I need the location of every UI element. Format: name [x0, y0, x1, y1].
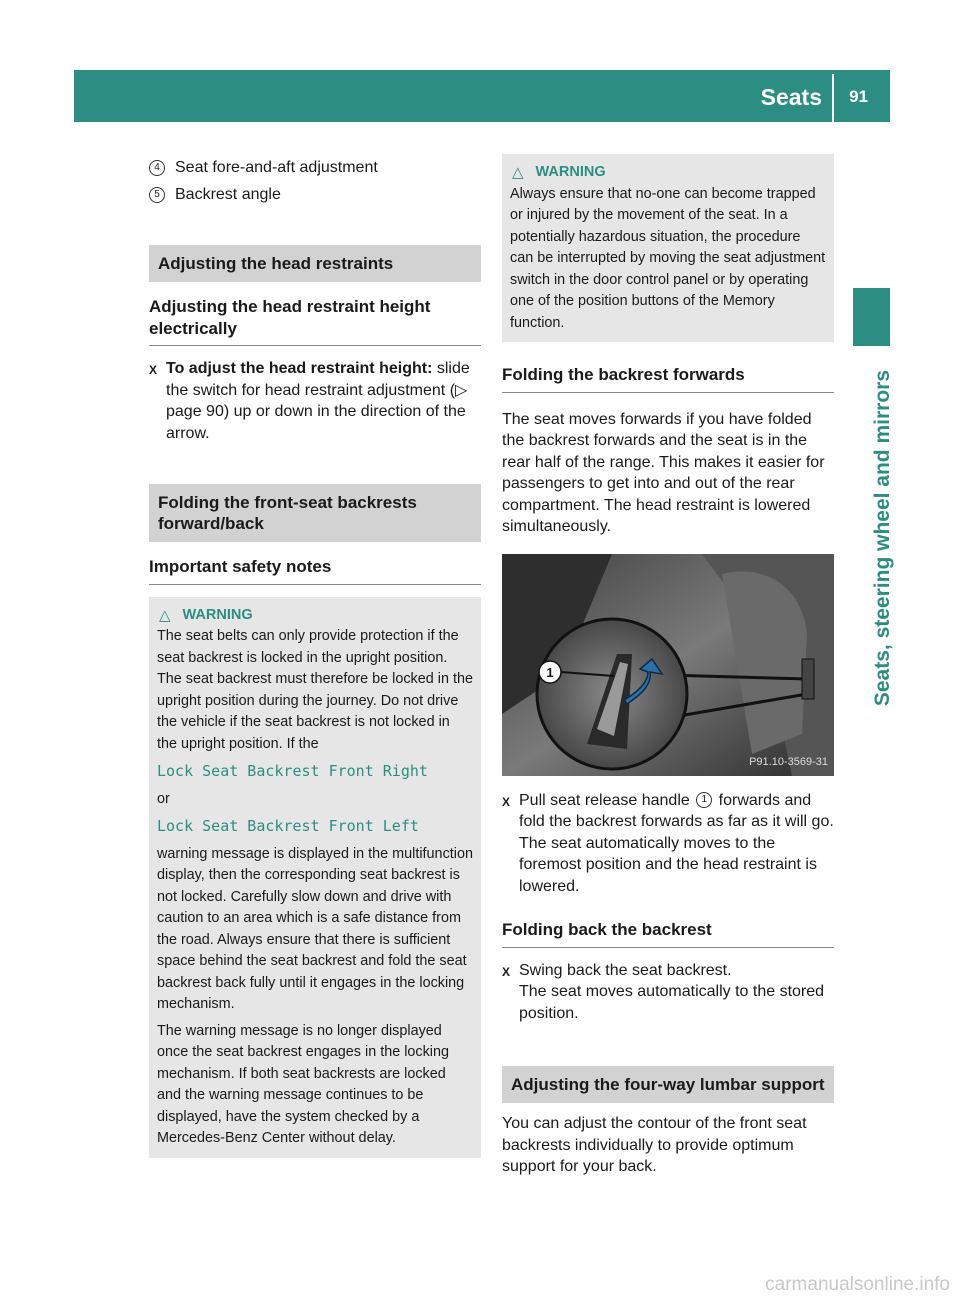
warning-box: [502, 154, 834, 342]
warning-text: Always ensure that no-one can become trapped or injured by the movement of the seat. In a potentially hazardous situation, the procedure can be interrupted by moving the seat adjustment switch in the door control panel or by operating one of the position buttons of the Memory function.: [510, 185, 826, 331]
site-watermark: carmanualsonline.info: [765, 1274, 950, 1295]
step-text: Swing back the seat backrest.: [519, 961, 732, 979]
subheading: Important safety notes: [149, 556, 481, 585]
display-message: Lock Seat Backrest Front Right: [157, 762, 428, 780]
step-text: Pull seat release handle: [519, 791, 695, 809]
warning-label: WARNING: [182, 606, 253, 623]
section-heading: Adjusting the four-way lumbar support: [502, 1066, 834, 1103]
legend-item: [149, 157, 481, 179]
callout-number-icon: 1: [696, 792, 712, 808]
warning-text: or: [157, 790, 170, 807]
section-heading: Folding the front-seat backrests forward/back: [149, 484, 481, 542]
legend-text: Seat fore-and-aft adjustment: [175, 159, 378, 176]
chapter-title: Seats: [760, 84, 822, 110]
step-arrow-icon: X: [502, 794, 511, 809]
callout-number-icon: 5: [149, 187, 165, 203]
seat-release-photo: [502, 554, 834, 776]
paragraph: You can adjust the contour of the front seat backrests individually to provide optimum support for your back.: [502, 1115, 807, 1175]
warning-label: WARNING: [535, 164, 606, 180]
step-result: The seat automatically moves to the foremost position and the head restraint is lowered.: [519, 834, 817, 895]
left-column: [149, 157, 481, 1158]
display-message: Lock Seat Backrest Front Left: [157, 817, 419, 835]
photo-callout-number: 1: [546, 664, 554, 680]
warning-text: The warning message is no longer displayed once the seat backrest engages in the locking mechanism. If both seat backrests are locked and the warning message continues to be displayed, have the system checked by a Mercedes-Benz Center without delay.: [157, 1022, 450, 1146]
side-tab: [853, 288, 890, 346]
instruction-step: [149, 358, 481, 444]
step-text: slide the switch for head restraint adjustment (▷ page 90) up or down in the direction of the arrow.: [166, 360, 470, 442]
warning-triangle-icon: △: [512, 164, 524, 181]
subheading: Folding back the backrest: [502, 919, 834, 948]
header-bar: [74, 70, 890, 122]
step-lead: To adjust the head restraint height:: [166, 360, 433, 377]
warning-text: The seat belts can only provide protection if the seat backrest is locked in the upright position. The seat backrest must therefore be locked in the upright position during the journey. Do not drive the vehicle if the seat backrest is not locked in the upright position. If the: [157, 628, 473, 752]
paragraph: The seat moves forwards if you have folded the backrest forwards and the seat is in the rear half of the range. This makes it easier for passengers to get into and out of the rear compartment. The head restraint is lowered simultaneously.: [502, 410, 825, 535]
header-divider: [832, 74, 834, 122]
warning-box: [149, 597, 481, 1158]
callout-number-icon: 4: [149, 160, 165, 176]
page-number: 91: [849, 87, 868, 106]
right-column: [502, 154, 834, 1178]
step-arrow-icon: X: [149, 363, 158, 377]
step-text: forwards and fold the backrest forwards as far as it will go.: [519, 791, 834, 830]
warning-title: [157, 605, 473, 627]
photo-code: P91.10-3569-31: [749, 756, 828, 768]
step-arrow-icon: X: [502, 964, 511, 979]
subheading: Folding the backrest forwards: [502, 364, 834, 393]
instruction-step: [502, 790, 834, 898]
legend-text: Backrest angle: [175, 185, 281, 203]
warning-triangle-icon: △: [159, 606, 171, 624]
warning-text: warning message is displayed in the multifunction display, then the corresponding seat backrest is not locked. Carefully slow down and drive with caution to an area which is a safe distance from the road. Always ensure that there is sufficient space behind the seat backrest and fold the seat backrest back fully until it engages in the locking mechanism.: [157, 845, 473, 1012]
legend-item: [149, 184, 481, 206]
side-chapter-label: Seats, steering wheel and mirrors: [871, 370, 894, 707]
section-heading: Adjusting the head restraints: [149, 245, 481, 282]
instruction-step: [502, 960, 834, 1025]
subheading: Adjusting the head restraint height electrically: [149, 296, 481, 346]
warning-title: [510, 162, 826, 184]
step-result: The seat moves automatically to the stored position.: [519, 983, 825, 1022]
